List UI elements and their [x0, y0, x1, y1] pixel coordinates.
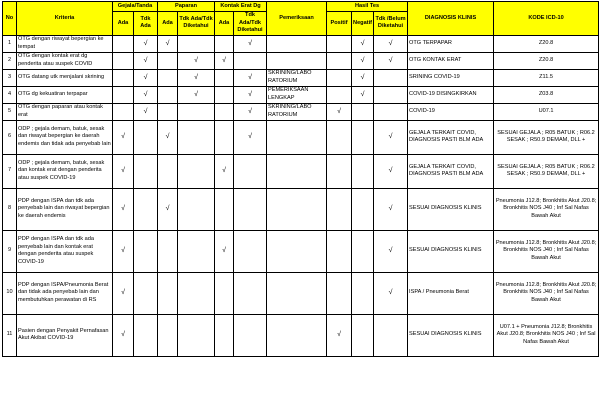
check-cell: √ — [234, 69, 267, 86]
row-number: 2 — [3, 52, 17, 69]
check-cell: √ — [352, 35, 374, 52]
check-cell — [158, 272, 178, 314]
check-cell — [134, 272, 158, 314]
check-cell: √ — [374, 120, 408, 154]
header-diagnosis: DIAGNOSIS KLINIS — [408, 2, 494, 36]
check-cell — [352, 188, 374, 230]
check-cell — [113, 103, 134, 120]
table-row — [3, 272, 599, 314]
check-cell — [215, 120, 234, 154]
check-cell: √ — [158, 120, 178, 154]
row-number: 4 — [3, 86, 17, 103]
check-cell — [352, 120, 374, 154]
row-number: 9 — [3, 230, 17, 272]
header-kontak: Kontak Erat Dg — [215, 2, 267, 12]
check-cell: √ — [234, 103, 267, 120]
table-row — [3, 314, 599, 356]
check-cell: √ — [374, 52, 408, 69]
check-cell: √ — [113, 154, 134, 188]
check-cell — [374, 103, 408, 120]
icd-code-cell: Z20.8 — [494, 52, 599, 69]
check-cell: √ — [352, 69, 374, 86]
criteria-cell: ODP ; gejala demam, batuk, sesak dan kontak erat dengan penderita atau suspek COVID-19 — [17, 154, 113, 188]
table-row — [3, 86, 599, 103]
criteria-cell: ODP ; gejala demam, batuk, sesak dan riwayat bepergian ke daerah endemis dan tidak ada penyebab lain — [17, 120, 113, 154]
header-kode: KODE ICD-10 — [494, 2, 599, 36]
diagnosis-cell: SRINING COVID-19 — [408, 69, 494, 86]
check-cell: √ — [374, 272, 408, 314]
check-cell — [178, 120, 215, 154]
row-number: 8 — [3, 188, 17, 230]
check-cell — [215, 314, 234, 356]
header-gejala: Gejala/Tanda — [113, 2, 158, 12]
check-cell: √ — [374, 230, 408, 272]
check-cell: √ — [134, 52, 158, 69]
check-cell — [113, 69, 134, 86]
check-cell: √ — [327, 103, 352, 120]
check-cell — [234, 188, 267, 230]
diagnosis-cell: SESUAI DIAGNOSIS KLINIS — [408, 314, 494, 356]
check-cell — [234, 272, 267, 314]
pemeriksaan-cell — [267, 52, 327, 69]
check-cell — [352, 230, 374, 272]
check-cell — [215, 272, 234, 314]
check-cell: √ — [327, 314, 352, 356]
check-cell — [374, 69, 408, 86]
check-cell: √ — [134, 103, 158, 120]
check-cell — [134, 154, 158, 188]
check-cell — [134, 188, 158, 230]
header-gejala-ada: Ada — [113, 12, 134, 36]
criteria-cell: OTG datang utk menjalani skrining — [17, 69, 113, 86]
pemeriksaan-cell — [267, 230, 327, 272]
check-cell — [327, 230, 352, 272]
check-cell — [234, 230, 267, 272]
pemeriksaan-cell: SKRINING/LABO RATORIUM — [267, 69, 327, 86]
check-cell — [113, 86, 134, 103]
check-cell: √ — [178, 69, 215, 86]
check-cell: √ — [113, 314, 134, 356]
header-pemeriksaan: Pemeriksaan — [267, 2, 327, 36]
check-cell — [327, 272, 352, 314]
icd-code-cell: Pneumonia J12.8; Bronkhitis Akut J20.8; Bronkhitis NOS J40 ; Inf Sal Nafas Bawah Akut — [494, 230, 599, 272]
check-cell — [134, 314, 158, 356]
table-row — [3, 52, 599, 69]
header-tdk-belum: Tdk /Belum Diketahui — [374, 12, 408, 36]
header-kontak-ada: Ada — [215, 12, 234, 36]
check-cell — [215, 103, 234, 120]
header-paparan-tdk: Tdk Ada/Tdk Diketahui — [178, 12, 215, 36]
row-number: 1 — [3, 35, 17, 52]
check-cell: √ — [134, 35, 158, 52]
check-cell — [352, 272, 374, 314]
row-number: 11 — [3, 314, 17, 356]
check-cell — [178, 314, 215, 356]
diagnosis-cell: SESUAI DIAGNOSIS KLINIS — [408, 230, 494, 272]
icd-code-cell: Z20.8 — [494, 35, 599, 52]
check-cell: √ — [113, 120, 134, 154]
check-cell: √ — [158, 188, 178, 230]
check-cell: √ — [113, 230, 134, 272]
row-number: 3 — [3, 69, 17, 86]
row-number: 6 — [3, 120, 17, 154]
pemeriksaan-cell — [267, 35, 327, 52]
check-cell — [234, 154, 267, 188]
header-negatif: Negatif — [352, 12, 374, 36]
check-cell — [158, 314, 178, 356]
diagnosis-cell: GEJALA TERKAIT COVID, DIAGNOSIS PASTI BLM ADA — [408, 154, 494, 188]
check-cell: √ — [178, 52, 215, 69]
icd-code-cell: U07.1 — [494, 103, 599, 120]
diagnosis-cell: ISPA / Pneumonia Berat — [408, 272, 494, 314]
header-gejala-tdk-ada: Tdk Ada — [134, 12, 158, 36]
table-row — [3, 35, 599, 52]
check-cell — [374, 314, 408, 356]
icd-code-cell: SESUAI GEJALA ; R05 BATUK ; R06.2 SESAK ; R50.9 DEMAM, DLL + — [494, 120, 599, 154]
pemeriksaan-cell — [267, 154, 327, 188]
pemeriksaan-cell — [267, 272, 327, 314]
check-cell: √ — [178, 86, 215, 103]
criteria-cell: Pasien dengan Penyakit Pernafasan Akut Akibat COVID-19 — [17, 314, 113, 356]
check-cell — [215, 35, 234, 52]
header-positif: Positif — [327, 12, 352, 36]
criteria-cell: PDP dengan ISPA/Pneumonia Berat dan tidak ada penyebab lain dan membutuhkan perawatan di RS — [17, 272, 113, 314]
check-cell — [178, 272, 215, 314]
check-cell: √ — [158, 35, 178, 52]
row-number: 10 — [3, 272, 17, 314]
pemeriksaan-cell — [267, 314, 327, 356]
header-hasil: Hasil Tes — [327, 2, 408, 12]
check-cell: √ — [374, 35, 408, 52]
table-row — [3, 120, 599, 154]
check-cell: √ — [234, 120, 267, 154]
icd-code-cell: Z11.5 — [494, 69, 599, 86]
pemeriksaan-cell — [267, 188, 327, 230]
icd-code-cell: Pneumonia J12.8; Bronkhitis Akut J20.8; Bronkhitis NOS J40 ; Inf Sal Nafas Bawah Akut — [494, 188, 599, 230]
check-cell — [158, 52, 178, 69]
pemeriksaan-cell: PEMERIKSAAN LENGKAP — [267, 86, 327, 103]
icd-code-cell: U07.1 + Pneumonia J12.8; Bronkhitis Akut J20.8; Bronkhitis NOS J40 ; Inf Sal Nafas Bawah Akut — [494, 314, 599, 356]
check-cell: √ — [113, 188, 134, 230]
check-cell: √ — [374, 154, 408, 188]
criteria-cell: OTG dengan paparan atau kontak erat — [17, 103, 113, 120]
diagnosis-cell: GEJALA TERKAIT COVID, DIAGNOSIS PASTI BLM ADA — [408, 120, 494, 154]
icd-code-cell: Pneumonia J12.8; Bronkhitis Akut J20.8; Bronkhitis NOS J40 ; Inf Sal Nafas Bawah Akut — [494, 272, 599, 314]
header-kontak-tdk: Tdk Ada/Tdk Diketahui — [234, 12, 267, 36]
header-no: No — [3, 2, 17, 36]
icd-criteria-table — [2, 1, 599, 357]
check-cell — [234, 52, 267, 69]
check-cell — [327, 35, 352, 52]
check-cell — [158, 154, 178, 188]
check-cell: √ — [215, 52, 234, 69]
check-cell: √ — [352, 86, 374, 103]
table-row — [3, 188, 599, 230]
check-cell — [327, 69, 352, 86]
diagnosis-cell: SESUAI DIAGNOSIS KLINIS — [408, 188, 494, 230]
check-cell — [178, 230, 215, 272]
check-cell: √ — [113, 272, 134, 314]
check-cell — [178, 188, 215, 230]
header-kriteria: Kriteria — [17, 2, 113, 36]
check-cell — [234, 314, 267, 356]
check-cell — [327, 154, 352, 188]
check-cell — [134, 230, 158, 272]
header-paparan-ada: Ada — [158, 12, 178, 36]
check-cell: √ — [234, 86, 267, 103]
row-number: 5 — [3, 103, 17, 120]
criteria-cell: PDP dengan ISPA dan tdk ada penyebab lain dan riwayat bepergian ke daerah endemis — [17, 188, 113, 230]
icd-code-cell: SESUAI GEJALA ; R05 BATUK ; R06.2 SESAK ; R50.9 DEMAM, DLL + — [494, 154, 599, 188]
check-cell — [327, 188, 352, 230]
check-cell — [178, 103, 215, 120]
check-cell — [158, 103, 178, 120]
table-row — [3, 69, 599, 86]
check-cell: √ — [234, 35, 267, 52]
check-cell: √ — [134, 69, 158, 86]
check-cell — [158, 230, 178, 272]
row-number: 7 — [3, 154, 17, 188]
table-row — [3, 230, 599, 272]
criteria-cell: OTG dg kekuatiran terpapar — [17, 86, 113, 103]
check-cell: √ — [352, 52, 374, 69]
check-cell — [352, 103, 374, 120]
check-cell — [215, 69, 234, 86]
check-cell — [327, 52, 352, 69]
check-cell — [113, 35, 134, 52]
check-cell: √ — [215, 154, 234, 188]
pemeriksaan-cell — [267, 120, 327, 154]
diagnosis-cell: COVID-19 — [408, 103, 494, 120]
check-cell — [158, 86, 178, 103]
icd-code-cell: Z03.8 — [494, 86, 599, 103]
diagnosis-cell: OTG TERPAPAR — [408, 35, 494, 52]
pemeriksaan-cell: SKRINING/LABO RATORIUM — [267, 103, 327, 120]
diagnosis-cell: OTG KONTAK ERAT — [408, 52, 494, 69]
check-cell — [134, 120, 158, 154]
check-cell: √ — [215, 230, 234, 272]
criteria-cell: OTG dengan kontak erat dg penderita atau suspek COVID — [17, 52, 113, 69]
check-cell: √ — [374, 188, 408, 230]
criteria-cell: PDP dengan ISPA dan tdk ada penyebab lain dan kontak erat dengan penderita atau suspek COVID-19 — [17, 230, 113, 272]
check-cell: √ — [134, 86, 158, 103]
table-row — [3, 103, 599, 120]
check-cell — [215, 188, 234, 230]
check-cell — [352, 314, 374, 356]
table-row — [3, 154, 599, 188]
diagnosis-cell: COVID-19 DISINGKIRKAN — [408, 86, 494, 103]
check-cell — [327, 86, 352, 103]
check-cell — [352, 154, 374, 188]
check-cell — [374, 86, 408, 103]
check-cell — [178, 154, 215, 188]
check-cell — [215, 86, 234, 103]
check-cell — [178, 35, 215, 52]
check-cell — [158, 69, 178, 86]
check-cell — [113, 52, 134, 69]
check-cell — [327, 120, 352, 154]
criteria-cell: OTG dengan riwayat bepergian ke tempat — [17, 35, 113, 52]
header-paparan: Paparan — [158, 2, 215, 12]
